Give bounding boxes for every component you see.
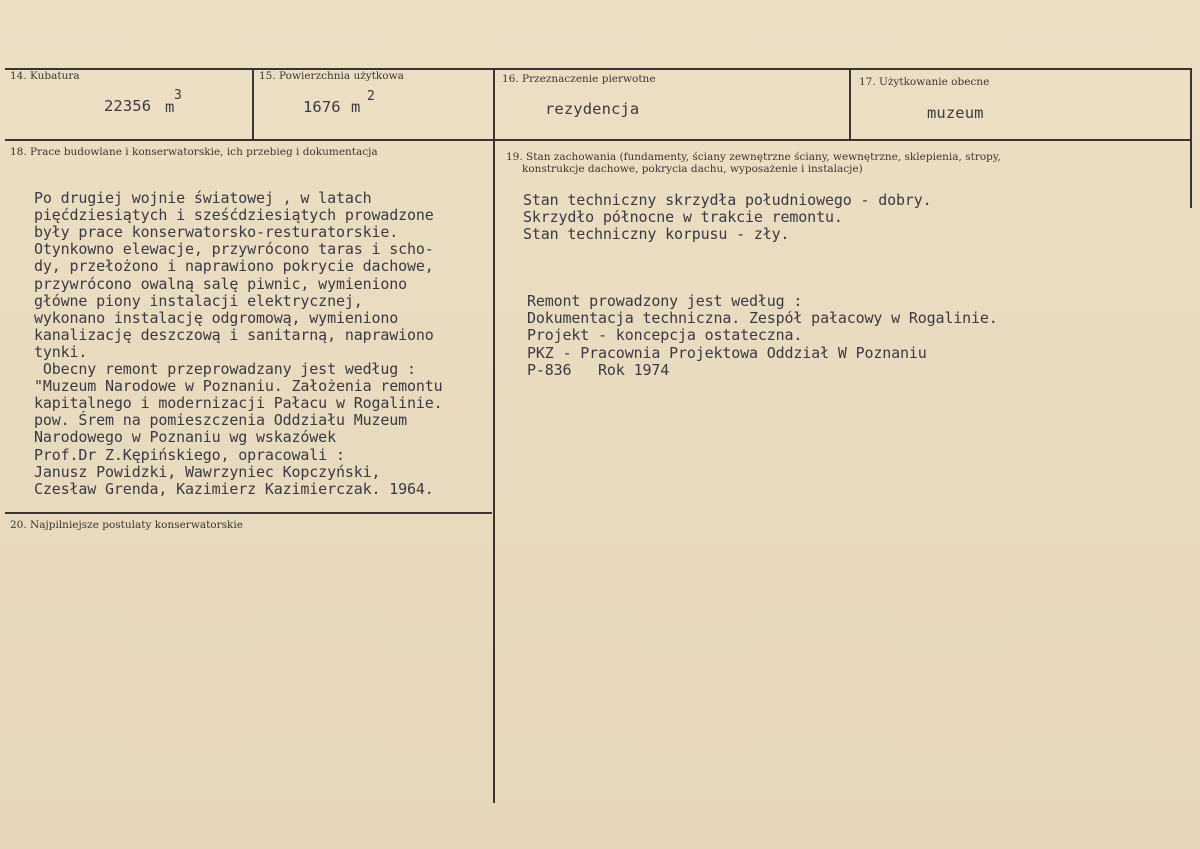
- typed-line: wykonano instalację odgromową, wymieniono: [34, 308, 399, 327]
- typed-line: Prof.Dr Z.Kępińskiego, opracowali :: [34, 445, 345, 464]
- typed-line: główne piony instalacji elektrycznej,: [34, 291, 363, 310]
- typed-line: pow. Śrem na pomieszczenia Oddziału Muzeum: [34, 411, 407, 430]
- field-14-unit-exponent: 3: [174, 88, 182, 103]
- field-20-label: 20. Najpilniejsze postulaty konserwatorskie: [10, 519, 243, 531]
- typed-line: PKZ - Pracownia Projektowa Oddział W Poznaniu: [527, 343, 927, 362]
- typed-line: dy, przełożono i naprawiono pokrycie dachowe,: [34, 257, 434, 276]
- typed-line: kanalizację deszczową i sanitarną, naprawiono: [34, 325, 434, 344]
- divider-14-15: [252, 68, 254, 140]
- typed-line: Dokumentacja techniczna. Zespół pałacowy w Rogalinie.: [527, 309, 998, 328]
- divider-15-16: [493, 68, 495, 803]
- field-16-label: 16. Przeznaczenie pierwotne: [502, 73, 656, 85]
- field-18-label: 18. Prace budowlane i konserwatorskie, ich przebieg i dokumentacja: [10, 146, 378, 158]
- field-17-label: 17. Użytkowanie obecne: [859, 76, 990, 88]
- typed-line: Janusz Powidzki, Wawrzyniec Kopczyński,: [34, 462, 381, 481]
- typed-line: Remont prowadzony jest według :: [527, 292, 803, 310]
- field-14-unit: m: [165, 98, 175, 116]
- field-15-value: 1676: [303, 98, 341, 116]
- field-15-unit-exponent: 2: [367, 89, 375, 104]
- field-17-value: muzeum: [927, 104, 984, 122]
- field-15-unit: m: [351, 98, 361, 116]
- divider-16-17: [849, 68, 851, 140]
- top-rule: [5, 68, 1192, 70]
- typed-line: kapitalnego i modernizacji Pałacu w Rogalinie.: [34, 394, 443, 413]
- typed-line: Otynkowno elewacje, przywrócono taras i scho-: [34, 240, 434, 259]
- typed-line: "Muzeum Narodowe w Poznaniu. Założenia remontu: [34, 377, 443, 396]
- field-15-label: 15. Powierzchnia użytkowa: [259, 70, 404, 82]
- typed-line: pięćdziesiątych i sześćdziesiątych prowadzone: [34, 206, 434, 225]
- typed-line: przywrócono owalną salę piwnic, wymieniono: [34, 274, 407, 293]
- field-19-label-line2: konstrukcje dachowe, pokrycia dachu, wyposażenie i instalacje): [522, 163, 863, 175]
- typed-line: Stan techniczny skrzydła południowego - dobry.: [523, 191, 932, 209]
- typed-line: Obecny remont przeprowadzany jest według :: [34, 360, 416, 378]
- field-16-value: rezydencja: [545, 100, 640, 118]
- typed-line: tynki.: [34, 342, 88, 361]
- typed-line: Skrzydło północne w trakcie remontu.: [523, 208, 843, 227]
- typed-line: Po drugiej wojnie światowej , w latach: [34, 189, 372, 207]
- typed-line: Narodowego w Poznaniu wg wskazówek: [34, 428, 336, 447]
- field-19-label-line1: 19. Stan zachowania (fundamenty, ściany zewnętrzne ściany, wewnętrzne, sklepienia, stropy,: [506, 151, 1001, 163]
- typed-line: P-836 Rok 1974: [527, 360, 670, 379]
- right-edge-rule: [1190, 68, 1192, 208]
- field-14-label: 14. Kubatura: [10, 70, 80, 82]
- typed-line: Projekt - koncepcja ostateczna.: [527, 326, 803, 345]
- row1-bottom-rule: [5, 139, 1192, 141]
- typed-line: były prace konserwatorsko-resturatorskie.: [34, 223, 399, 242]
- typed-line: Czesław Grenda, Kazimierz Kazimierczak. 1964.: [34, 479, 434, 498]
- section18-bottom-rule: [5, 512, 492, 514]
- typed-line: Stan techniczny korpusu - zły.: [523, 225, 790, 244]
- field-14-value: 22356: [104, 97, 152, 115]
